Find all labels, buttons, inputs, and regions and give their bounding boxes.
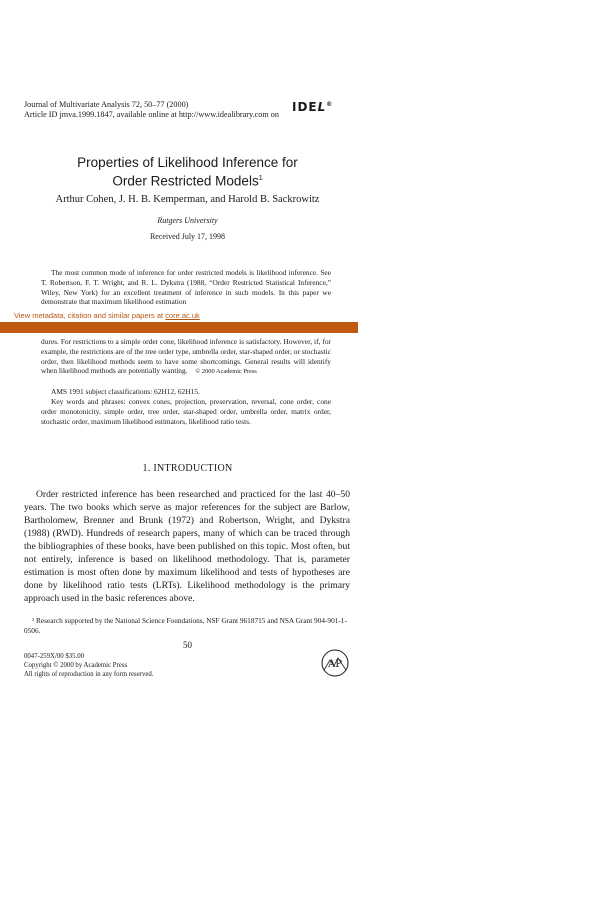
- abstract-copyright: © 2000 Academic Press: [195, 368, 257, 376]
- article-line: Article ID jmva.1999.1847, available online at http://www.idealibrary.com on: [24, 110, 279, 119]
- abstract-bottom: dures. For restrictions to a simple order cone, likelihood inference is satisfactory. However, if, for example, the restrictions are of the tree order type, umbrella order, star-shaped order, or stochastic order, then likelihood methods seem to have some shortcomings. General results will identify when likelihood methods are potentially wanting. © 2000 Academic Press: [41, 337, 331, 376]
- core-banner-bar: [0, 322, 358, 333]
- intro-paragraph: Order restricted inference has been researched and practiced for the last 40–50 years. The two books which serve as major references for the subject are Barlow, Bartholomew, Brenner and Brunk (1972) and Robertson, Wright, and Dykstra (1988) (RWD). Hundreds of research papers, many of which can be traced through the bibliographies of these books, have been published on this topic. Most often, but not entirely, inference is based on likelihood methodology. That is, parameter estimation is most often done by maximum likelihood and tests of hypotheses are done by likelihood ratio tests (LRTs). Likelihood methodology is the primary approach used in the basic references above.: [24, 489, 350, 604]
- copyright-block: 0047-259X/00 $35.00 Copyright © 2000 by Academic Press All rights of reproduction in any form reserved.: [24, 653, 154, 678]
- keywords: Key words and phrases: convex cones, projection, preservation, reversal, cone order, cone order monotonicity, simple order, tree order, star-shaped order, umbrella order, matrix order, stochastic order, maximum likelihood estimators, likelihood ratio tests.: [41, 397, 331, 426]
- ideal-logo: IDEL®: [292, 100, 334, 114]
- abstract-top: The most common mode of inference for order restricted models is likelihood inference. See T. Robertson, F. T. Wright, and R. L. Dykstra (1988, “Order Restricted Statistical Inference,” Wiley, New York) for an excellent treatment of inference in such models. In this paper we demonstrate that maximum likelihood estimation: [41, 268, 331, 307]
- affiliation: Rutgers University: [157, 216, 218, 225]
- journal-header: [24, 100, 279, 120]
- paper-title: Properties of Likelihood Inference for Order Restricted Models$^1$: [77, 155, 298, 189]
- ams-classification: AMS 1991 subject classifications: 62H12, 62H15.: [51, 387, 200, 396]
- core-link[interactable]: core.ac.uk: [165, 311, 200, 320]
- section-heading: 1. INTRODUCTION: [142, 463, 233, 474]
- svg-text:AP: AP: [328, 659, 342, 670]
- footnote: ¹ Research supported by the National Science Foundations, NSF Grant 9618715 and NSA Grant 904-901-1-0506.: [24, 616, 347, 635]
- page-number: 50: [183, 640, 192, 650]
- core-banner: View metadata, citation and similar papers at core.ac.uk: [0, 310, 600, 322]
- journal-line: Journal of Multivariate Analysis 72, 50–77 (2000): [24, 100, 189, 109]
- received-date: Received July 17, 1998: [149, 232, 226, 241]
- academic-press-logo-icon: [320, 648, 350, 678]
- authors: Arthur Cohen, J. H. B. Kemperman, and Harold B. Sackrowitz: [55, 194, 320, 205]
